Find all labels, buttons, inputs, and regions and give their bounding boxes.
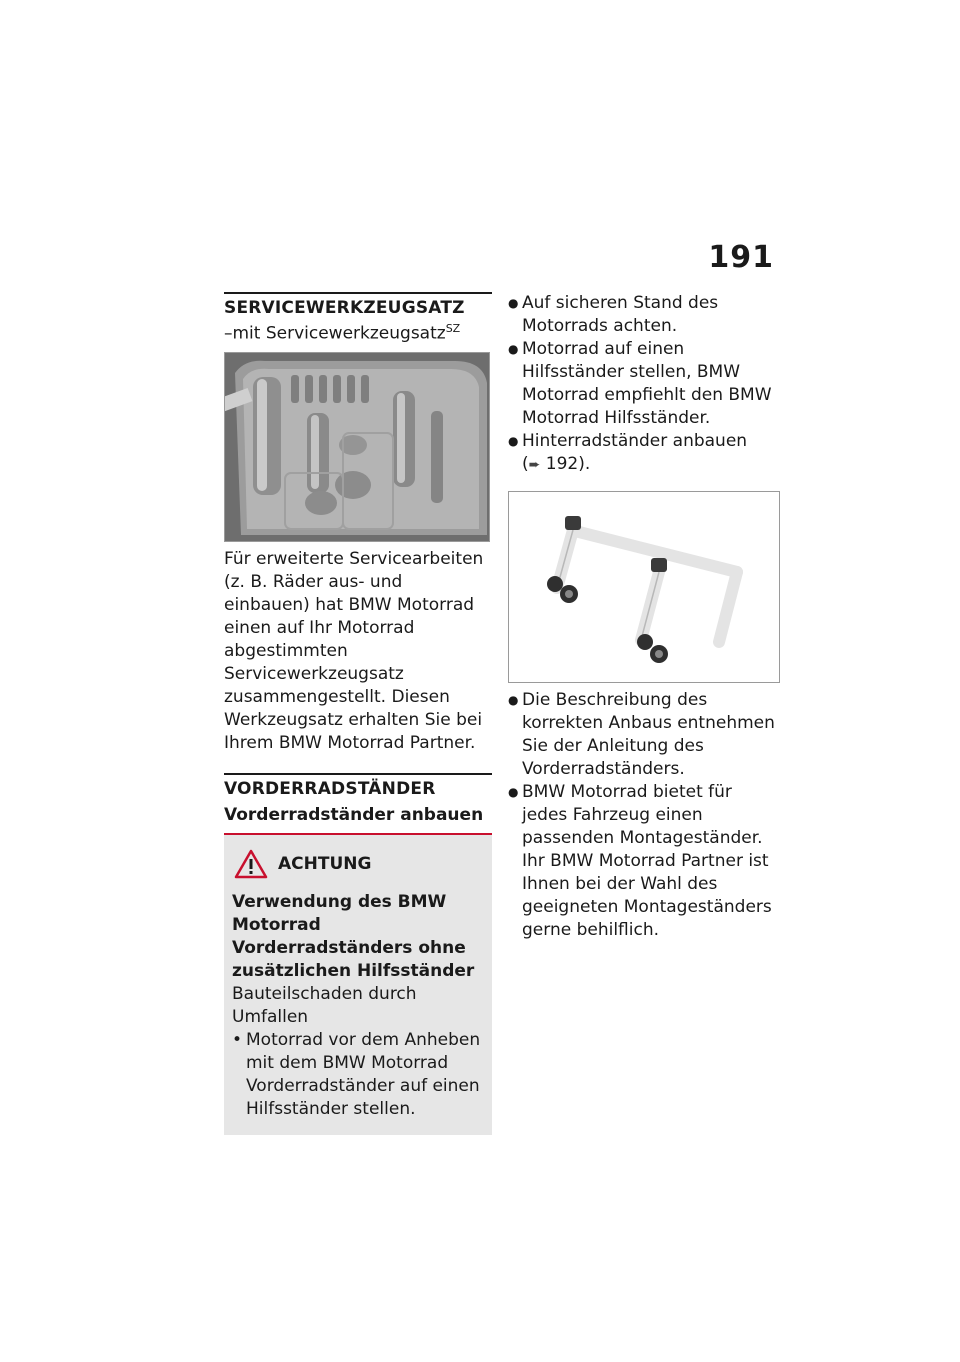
- page-arrow-icon: ➨: [528, 457, 541, 473]
- list-item: ● Motorrad auf einen Hilfsständer stellen, BMW Motorrad empfiehlt den BMW Motorrad Hilfsständer.: [508, 338, 780, 430]
- warning-title: ACHTUNG: [278, 853, 372, 874]
- list-item: ● Die Beschreibung des korrekten Anbaus entnehmen Sie der Anleitung des Vorderradständers.: [508, 689, 780, 781]
- subsection-title: Vorderradständer anbauen: [224, 804, 484, 825]
- page-number: 191: [708, 240, 774, 275]
- subtitle-sup: SZ: [445, 322, 461, 335]
- list-item: • Motorrad vor dem Anheben mit dem BMW Motorrad Vorderradständer auf einen Hilfsständer stellen.: [232, 1029, 484, 1121]
- servicewerkzeugsatz-description: Für erweiterte Servicearbeiten (z. B. Räder aus- und einbauen) hat BMW Motorrad einen auf Ihr Motorrad abgestimmten Servicewerkzeugsatz zusammengestellt. Diesen Werkzeugsatz erhalten Sie bei Ihrem BMW Motorrad Partner.: [224, 548, 484, 753]
- warning-bullet-list: [232, 1029, 484, 1121]
- section-title-vorderradstaender: VORDERRADSTÄNDER: [224, 773, 492, 799]
- warning-bold-text: Verwendung des BMW Motorrad Vorderradständers ohne zusätzlichen Hilfsständer: [232, 891, 475, 981]
- warning-triangle-icon: [234, 849, 268, 879]
- section-title-servicewerkzeugsatz: SERVICEWERKZEUGSATZ: [224, 292, 492, 318]
- reference-page[interactable]: 192).: [545, 454, 591, 474]
- toolkit-photo: [224, 352, 490, 542]
- subtitle-text: –mit Servicewerkzeugsatz: [224, 323, 446, 344]
- list-item: ● Auf sicheren Stand des Motorrads achten.: [508, 292, 780, 338]
- list-item: ● BMW Motorrad bietet für jedes Fahrzeug einen passenden Montageständer. Ihr BMW Motorrad Partner ist Ihnen bei der Wahl des geeigneten Montageständers gerne behilflich.: [508, 781, 780, 942]
- warning-consequence: Bauteilschaden durch Umfallen: [232, 983, 417, 1027]
- bullet-list-bottom: [508, 689, 780, 942]
- list-item-reference: [508, 430, 780, 477]
- warning-box: [224, 835, 492, 1135]
- warning-heading: [234, 849, 484, 879]
- stand-photo: [508, 491, 780, 683]
- right-column: [508, 292, 780, 942]
- reference-text: Hinterradständer anbauen: [522, 431, 748, 451]
- bullet-list-top: [508, 292, 780, 477]
- left-column: [224, 292, 492, 1135]
- toolkit-illustration: [225, 353, 490, 542]
- section-subtitle: [224, 322, 492, 344]
- reference-open: (: [522, 454, 529, 474]
- stand-illustration: [509, 492, 780, 683]
